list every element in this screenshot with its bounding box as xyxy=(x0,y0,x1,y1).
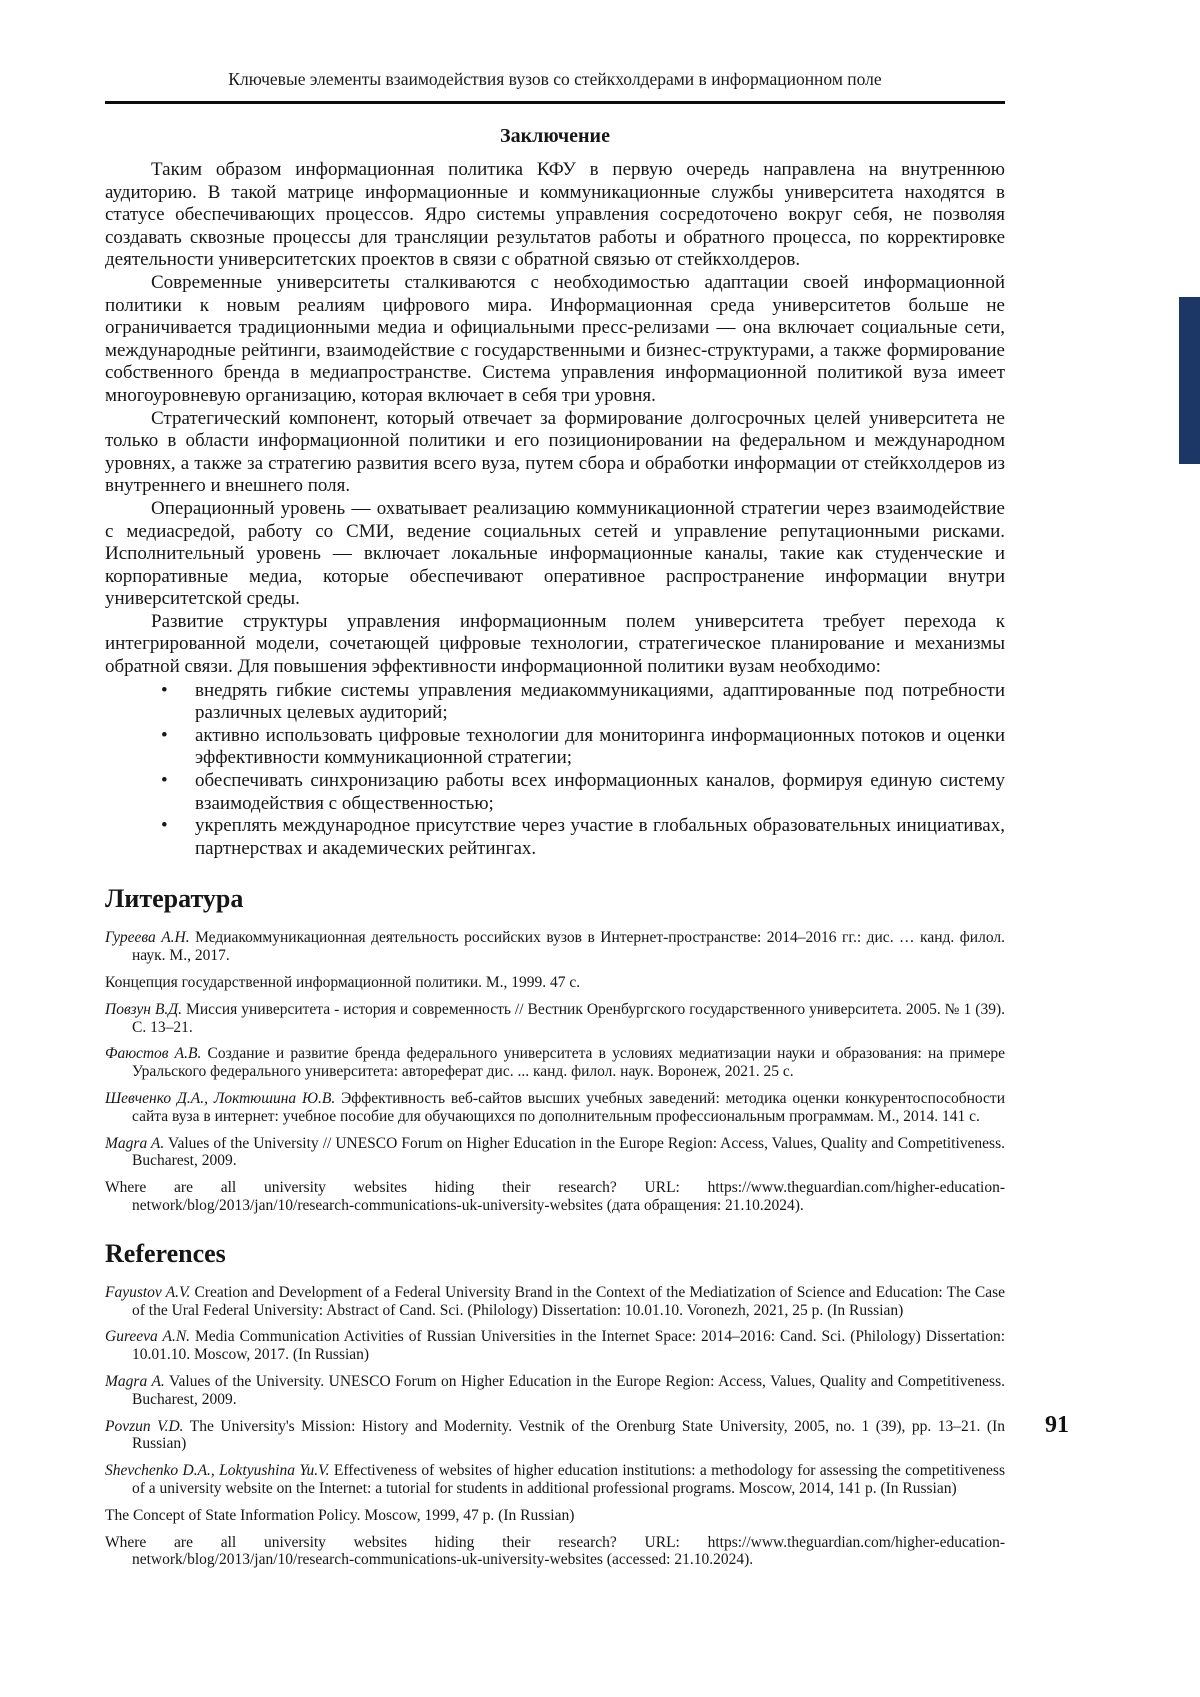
reference-item xyxy=(105,1507,1005,1525)
bullet-item xyxy=(161,815,1005,860)
references-heading: References xyxy=(105,1238,226,1268)
reference-item xyxy=(105,1284,1005,1320)
reference-text: Media Communication Activities of Russian Universities in the Internet Space: 2014–2016: Cand. Sci. (Philology) Dissertation: 10.01.10. Moscow, 2017. (In Russian) xyxy=(132,1328,1005,1364)
reference-authors: Фаюстов А.В. xyxy=(105,1045,202,1063)
reference-item xyxy=(105,1534,1005,1570)
conclusion-paragraph: Стратегический компонент, который отвечает за формирование долгосрочных целей университета не только в области информационной политики и его позиционировании на федеральном и международном уровнях, а также за стратегию развития всего вуза, путем сбора и обработки информации от стейкхолдеров из внутреннего и внешнего поля. xyxy=(105,407,1005,497)
reference-authors: Шевченко Д.А., Локтюшина Ю.В. xyxy=(105,1089,336,1107)
reference-text: The University's Mission: History and Modernity. Vestnik of the Orenburg State University, 2005, no. 1 (39), pp. 13–21. (In Russian) xyxy=(132,1417,1006,1453)
reference-authors: Magra A. xyxy=(105,1134,165,1152)
reference-text: Where are all university websites hiding their research? URL: https://www.theguardian.com/higher-education-network/blog/2013/jan/10/research-communications-uk-university-websites (accessed: 21.10.2024). xyxy=(105,1533,1005,1569)
page-number: 91 xyxy=(1045,1412,1069,1438)
reference-text: Values of the University. UNESCO Forum on Higher Education in the Europe Region: Access, Values, Quality and Competitiveness. Bucharest, 2009. xyxy=(132,1372,1005,1408)
reference-item xyxy=(105,1090,1005,1126)
bullet-icon: • xyxy=(161,679,168,701)
reference-text: Эффективность веб-сайтов высших учебных заведений: методика оценки конкурентоспособности сайта вуза в интернет: учебное пособие для обучающихся по дополнительным профессиональным программам. М., 2014. 141 с. xyxy=(132,1089,1005,1125)
conclusion-paragraphs xyxy=(105,159,1005,679)
bullet-text: активно использовать цифровые технологии для мониторинга информационных потоков и оценки эффективности коммуникационной стратегии; xyxy=(195,724,1005,769)
section-side-tab xyxy=(1179,297,1200,464)
reference-authors: Гуреева А.Н. xyxy=(105,929,190,947)
references-list xyxy=(105,1284,1005,1569)
conclusion-heading: Заключение xyxy=(500,125,610,147)
reference-text: Миссия университета - история и современность // Вестник Оренбургского государственного университета. 2005. № 1 (39). С. 13–21. xyxy=(132,1000,1005,1036)
bullet-item xyxy=(161,770,1005,815)
reference-authors: Povzun V.D. xyxy=(105,1417,184,1435)
conclusion-paragraph: Операционный уровень — охватывает реализацию коммуникационной стратегии через взаимодействие с медиасредой, работу со СМИ, ведение социальных сетей и управление репутационными рисками. Исполнительный уровень — включает локальные информационные каналы, такие как студенческие и корпоративные медиа, которые обеспечивают оперативное распространение информации внутри университетской среды. xyxy=(105,497,1005,610)
page-content xyxy=(105,0,1005,1578)
reference-text: Концепция государственной информационной политики. М., 1999. 47 с. xyxy=(105,974,581,991)
reference-text: Effectiveness of websites of higher education institutions: a methodology for assessing the competitiveness of a university website on the Internet: a tutorial for students in additional professional programs. Moscow, 2014, 141 p. (In Russian) xyxy=(132,1462,1005,1497)
literature-heading: Литература xyxy=(105,884,244,914)
conclusion-bullet-list xyxy=(105,680,1005,861)
reference-item xyxy=(105,1179,1005,1215)
conclusion-paragraph: Развитие структуры управления информационным полем университета требует перехода к интегрированной модели, сочетающей цифровые технологии, стратегическое планирование и механизмы обратной связи. Для повышения эффективности информационной политики вузам необходимо: xyxy=(105,610,1005,678)
reference-item xyxy=(105,1045,1005,1081)
reference-authors: Fayustov A.V. xyxy=(105,1283,191,1301)
reference-item xyxy=(105,929,1005,965)
conclusion-paragraph: Таким образом информационная политика КФУ в первую очередь направлена на внутреннюю аудиторию. В такой матрице информационные и коммуникационные службы университета находятся в статусе обеспечивающих процессов. Ядро системы управления сосредоточено вокруг себя, не позволяя создавать сквозные процессы для трансляции результатов работы и обратного процесса, по корректировке деятельности университетских проектов в связи с обратной связью от стейкхолдеров. xyxy=(105,159,1005,271)
bullet-text: внедрять гибкие системы управления медиакоммуникациями, адаптированные под потребности различных целевых аудиторий; xyxy=(195,679,1005,724)
reference-authors: Magra A. xyxy=(105,1372,165,1390)
bullet-item xyxy=(161,724,1005,770)
reference-authors: Shevchenko D.A., Loktyushina Yu.V. xyxy=(105,1462,330,1480)
bullet-item xyxy=(161,679,1005,725)
bullet-text: укреплять международное присутствие через участие в глобальных образовательных инициативах, партнерствах и академических рейтингах. xyxy=(195,815,1005,859)
running-head: Ключевые элементы взаимодействия вузов со стейкхолдерами в информационном поле xyxy=(228,69,882,89)
bullet-icon: • xyxy=(161,724,168,746)
reference-authors: Gureeva A.N. xyxy=(105,1328,191,1346)
header-rule xyxy=(105,101,1005,104)
conclusion-paragraph: Современные университеты сталкиваются с необходимостью адаптации своей информационной политики к новым реалиям цифрового мира. Информационная среда университетов больше не ограничивается традиционными медиа и официальными пресс-релизами — она включает социальные сети, международные рейтинги, взаимодействие с государственными и бизнес-структурами, а также формирование собственного бренда в медиапространстве. Система управления информационной политикой вуза имеет многоуровневую организацию, которая включает в себя три уровня. xyxy=(105,271,1005,406)
reference-item xyxy=(105,1328,1005,1364)
reference-authors: Повзун В.Д. xyxy=(105,1000,183,1018)
bullet-icon: • xyxy=(161,770,168,792)
reference-item xyxy=(105,1462,1005,1498)
bullet-icon: • xyxy=(161,815,168,837)
reference-text: Медиакоммуникационная деятельность российских вузов в Интернет-пространстве: 2014–2016 гг.: дис. … канд. филол. наук. М., 2017. xyxy=(132,929,1005,965)
reference-text: Создание и развитие бренда федерального университета в условиях медиатизации науки и образования: на примере Уральского федерального университета: автореферат дис. ... канд. филол. наук. Воронеж, 2021. 25 с. xyxy=(132,1045,1005,1081)
bullet-text: обеспечивать синхронизацию работы всех информационных каналов, формируя единую систему взаимодействия с общественностью; xyxy=(195,770,1005,814)
reference-text: Where are all university websites hiding their research? URL: https://www.theguardian.com/higher-education-network/blog/2013/jan/10/research-communications-uk-university-websites (дата обращения: 21.10.2024). xyxy=(105,1179,1005,1214)
reference-item xyxy=(105,1373,1005,1409)
reference-item xyxy=(105,1418,1005,1454)
literature-list xyxy=(105,929,1005,1214)
reference-item xyxy=(105,974,1005,992)
reference-text: The Concept of State Information Policy. Moscow, 1999, 47 p. (In Russian) xyxy=(105,1506,575,1524)
reference-text: Values of the University // UNESCO Forum on Higher Education in the Europe Region: Access, Values, Quality and Competitiveness. Bucharest, 2009. xyxy=(132,1134,1005,1170)
reference-item xyxy=(105,1001,1005,1037)
reference-item xyxy=(105,1135,1005,1171)
reference-text: Creation and Development of a Federal University Brand in the Context of the Mediatization of Science and Education: The Case of the Ural Federal University: Abstract of Cand. Sci. (Philology) Dissertation: 10.01.10. Voronezh, 2021, 25 p. (In Russian) xyxy=(132,1283,1005,1319)
